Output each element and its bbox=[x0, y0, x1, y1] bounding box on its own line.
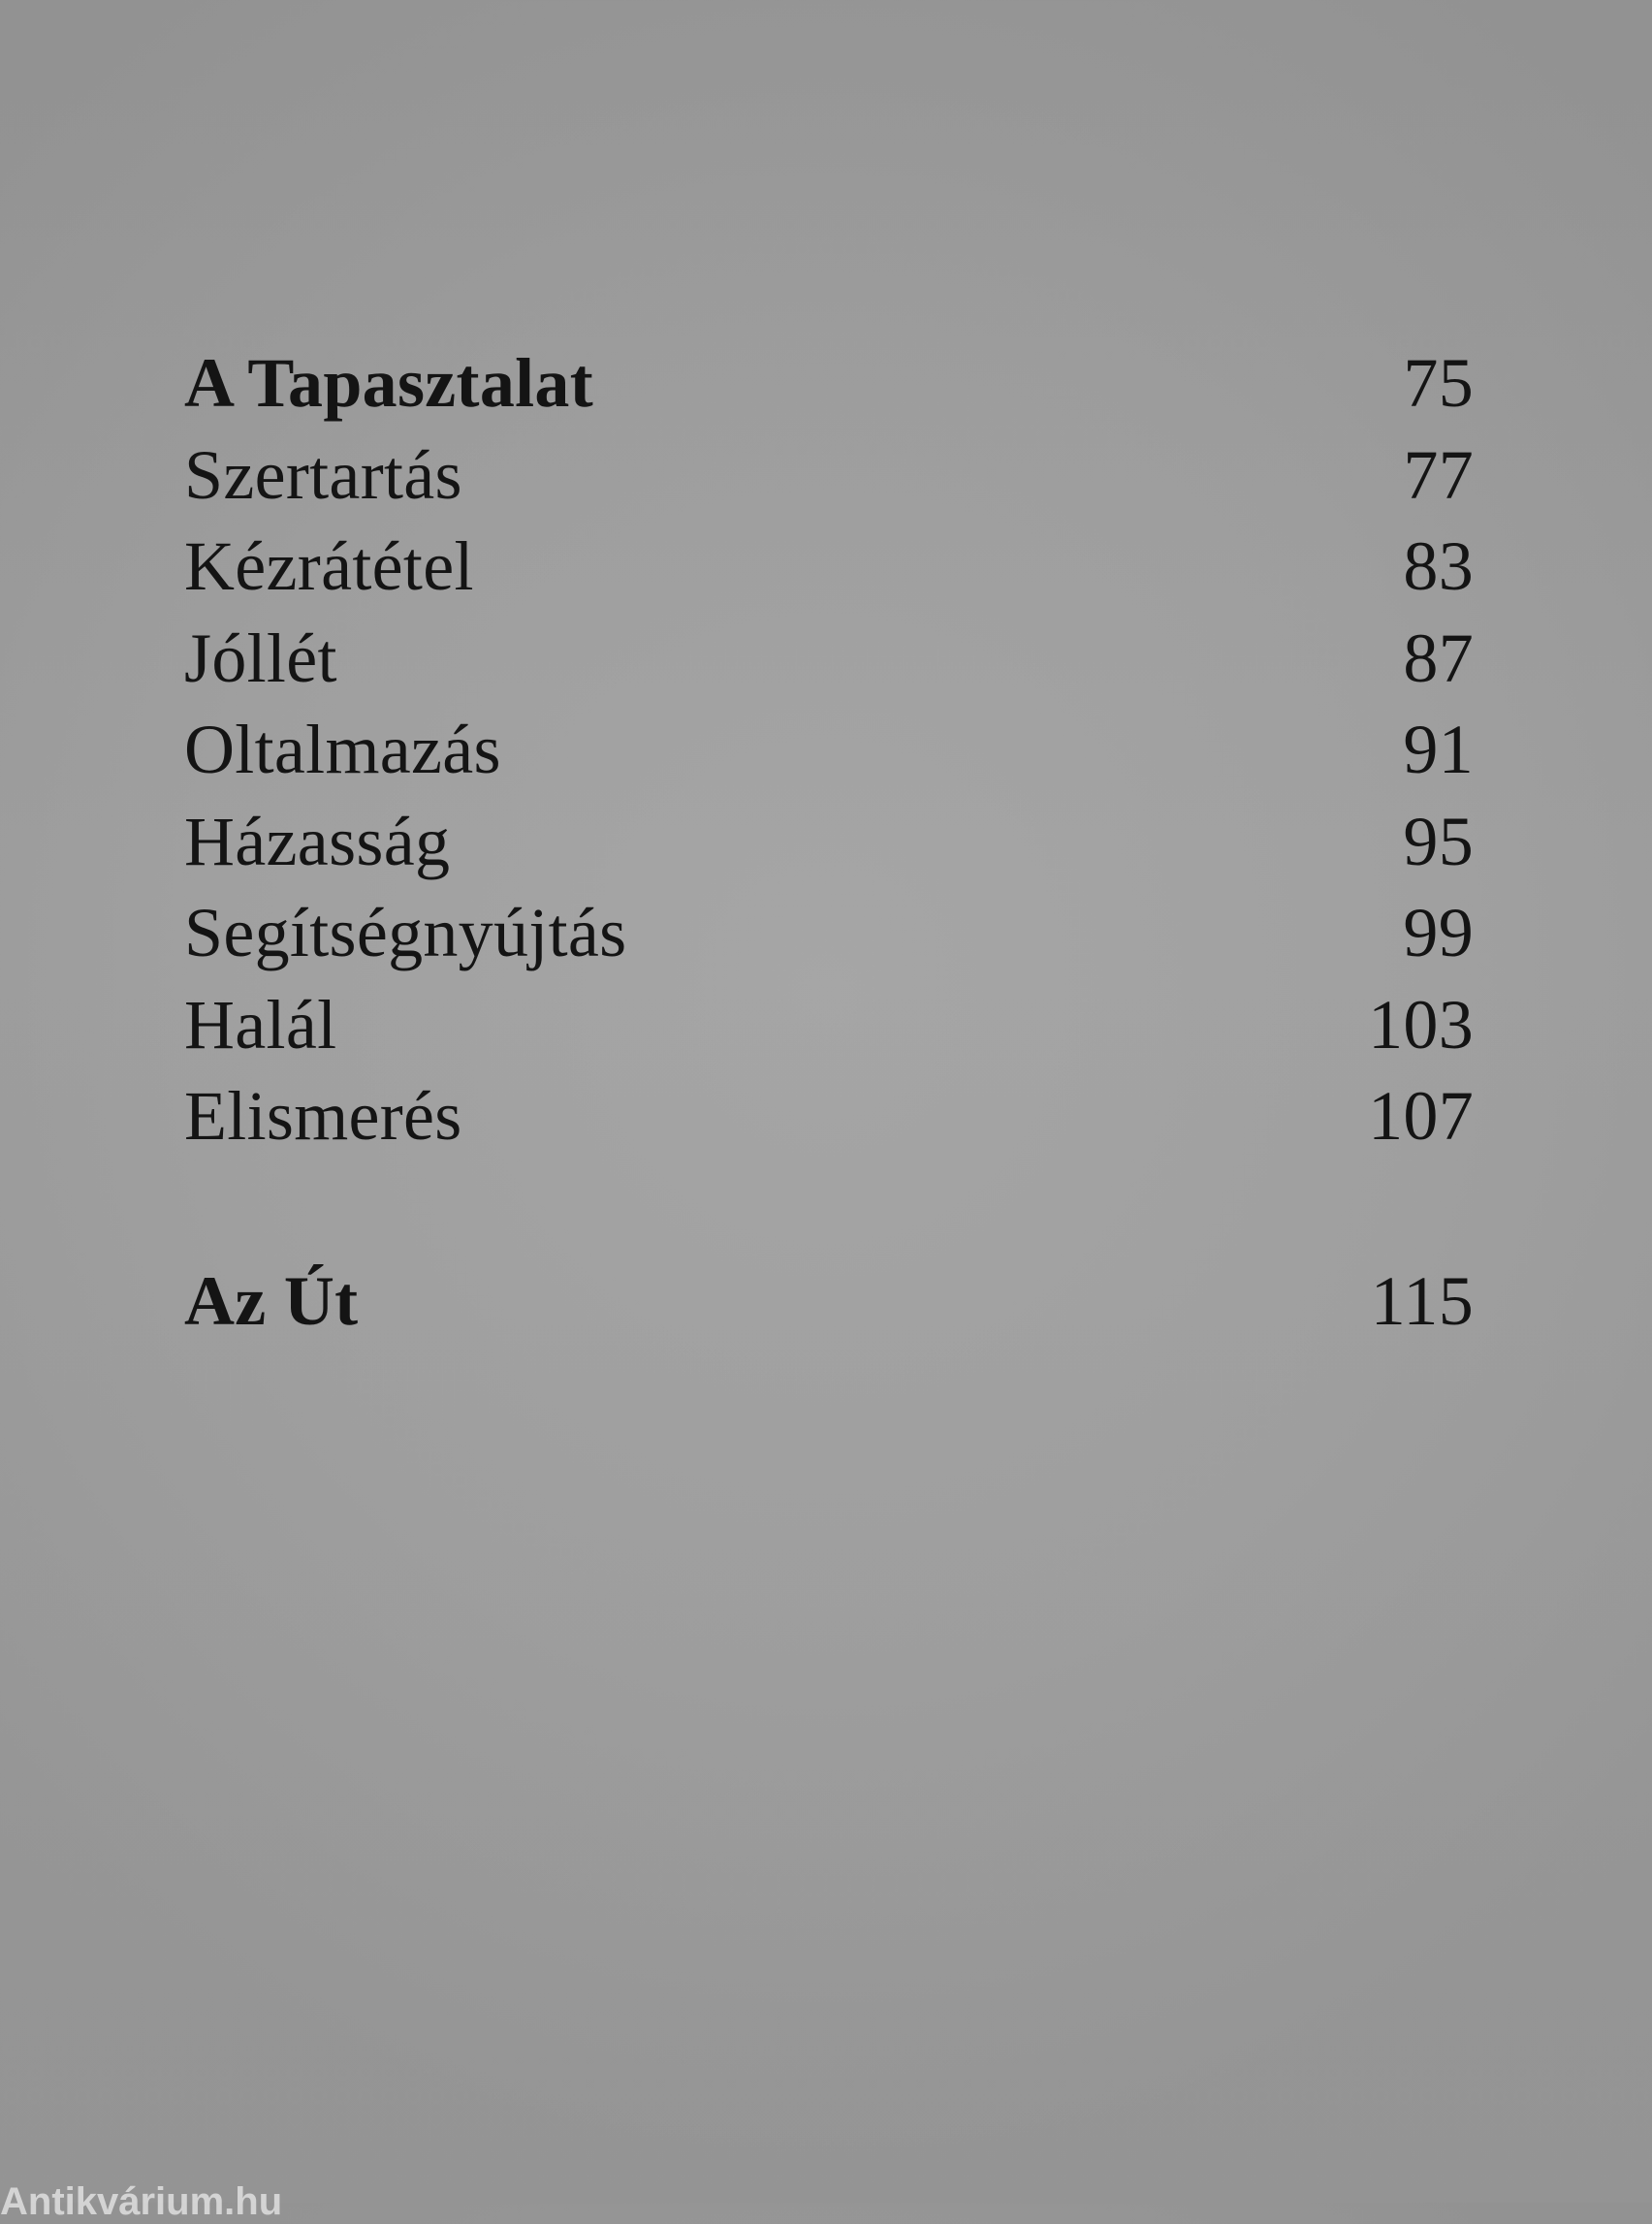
toc-entry-page-number: 115 bbox=[1370, 1261, 1474, 1340]
toc-entry bbox=[184, 796, 1474, 888]
toc-entry-title: Halál bbox=[184, 985, 337, 1064]
toc-entry-page-number: 83 bbox=[1403, 527, 1474, 605]
toc-entry-title: A Tapasztalat bbox=[184, 344, 594, 422]
toc-entry-page-number: 77 bbox=[1403, 435, 1474, 514]
toc-entry-title: Elismerés bbox=[184, 1077, 462, 1155]
toc-entry bbox=[184, 1070, 1474, 1162]
toc-entry-page-number: 103 bbox=[1368, 985, 1474, 1064]
toc-entry-title: Segítségnyújtás bbox=[184, 894, 627, 971]
toc-entry-page-number: 91 bbox=[1403, 711, 1474, 788]
toc-entry bbox=[184, 613, 1474, 705]
toc-entry-page-number: 87 bbox=[1403, 619, 1474, 697]
toc-entry-title: Az Út bbox=[184, 1261, 359, 1340]
toc-entry bbox=[184, 704, 1474, 796]
toc-entry-page-number: 99 bbox=[1403, 894, 1474, 971]
toc-entry-page-number: 107 bbox=[1368, 1077, 1474, 1155]
toc-entry-page-number: 95 bbox=[1403, 802, 1474, 880]
toc-entry-title: Kézrátétel bbox=[184, 527, 474, 605]
toc-entry bbox=[184, 887, 1474, 979]
toc-entry-title: Szertartás bbox=[184, 435, 462, 514]
table-of-contents bbox=[184, 337, 1474, 1347]
toc-entry-section-heading bbox=[184, 337, 1474, 429]
toc-entry-title: Jóllét bbox=[184, 619, 337, 697]
toc-entry-title: Házasság bbox=[184, 802, 451, 880]
toc-entry-section-heading bbox=[184, 1255, 1474, 1348]
toc-entry bbox=[184, 429, 1474, 522]
toc-entry-title: Oltalmazás bbox=[184, 711, 501, 788]
site-watermark: Antikvárium.hu bbox=[0, 2180, 283, 2223]
toc-entry-page-number: 75 bbox=[1403, 344, 1474, 422]
toc-entry bbox=[184, 979, 1474, 1071]
toc-entry bbox=[184, 521, 1474, 613]
